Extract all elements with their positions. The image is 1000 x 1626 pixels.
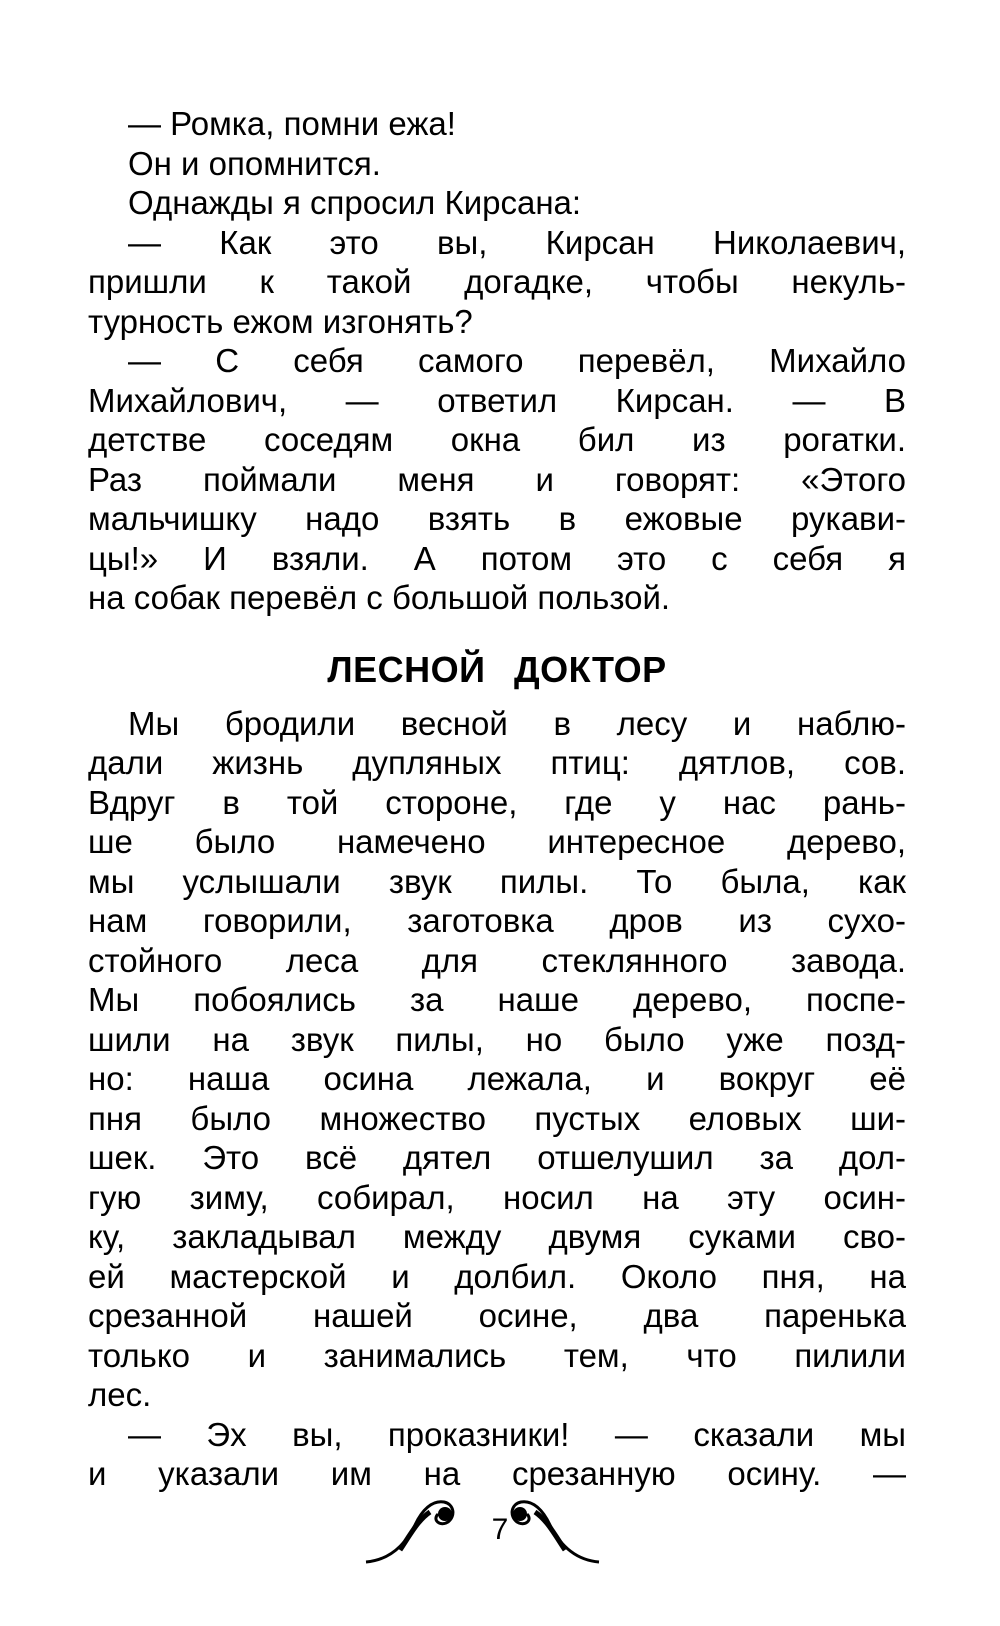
text-line: Раз поймали меня и говорят: «Этого	[88, 460, 906, 498]
text-line: — С себя самого перевёл, Михайло	[128, 342, 906, 379]
chapter-heading: ЛЕСНОЙ ДОКТОР	[327, 648, 667, 690]
text-line: только и занимались тем, что пилили	[88, 1336, 906, 1374]
text-line: на собак перевёл с большой пользой.	[88, 579, 671, 616]
text-line: и указали им на срезанную осину. —	[88, 1455, 906, 1492]
story-ending-block	[88, 104, 906, 618]
text-line: мальчишку надо взять в ежовые рукави-	[88, 500, 906, 537]
chapter-body-block	[88, 704, 906, 1494]
text-line: гую зиму, собирал, носил на эту осин-	[88, 1178, 906, 1216]
text-line: Однажды я спросил Кирсана:	[128, 184, 582, 221]
text-line: детстве соседям окна бил из рогатки.	[88, 421, 906, 458]
text-line: Мы бродили весной в лесу и наблю-	[128, 704, 906, 742]
text-line: Мы побоялись за наше дерево, поспе-	[88, 981, 906, 1018]
text-line: шили на звук пилы, но было уже позд-	[88, 1020, 906, 1058]
text-line: турность ежом изгонять?	[88, 302, 473, 340]
text-line: лес.	[88, 1376, 152, 1413]
page-text	[88, 104, 906, 1494]
text-line: ей мастерской и долбил. Около пня, на	[88, 1257, 906, 1295]
text-line: — Как это вы, Кирсан Николаевич,	[128, 223, 906, 261]
text-line: ку, закладывал между двумя суками сво-	[88, 1218, 906, 1255]
text-line: нам говорили, заготовка дров из сухо-	[88, 902, 906, 939]
text-line: пришли к такой догадке, чтобы некуль-	[88, 263, 906, 300]
text-line: пня было множество пустых еловых ши-	[88, 1099, 906, 1137]
text-line: шек. Это всё дятел отшелушил за дол-	[88, 1139, 906, 1176]
text-line: ше было намечено интересное дерево,	[88, 823, 906, 860]
page-number: 7	[491, 1513, 509, 1546]
text-line: — Эх вы, проказники! — сказали мы	[128, 1415, 906, 1453]
text-line: Михайлович, — ответил Кирсан. — В	[88, 381, 906, 419]
text-line: но: наша осина лежала, и вокруг её	[88, 1060, 906, 1097]
text-line: Вдруг в той стороне, где у нас рань-	[88, 783, 906, 821]
text-line: мы услышали звук пилы. То была, как	[88, 862, 906, 900]
text-line: цы!» И взяли. А потом это с себя я	[88, 539, 906, 577]
text-line: Он и опомнится.	[128, 144, 381, 182]
text-line: дали жизнь дупляных птиц: дятлов, сов.	[88, 744, 906, 781]
text-line: срезанной нашей осине, два паренька	[88, 1297, 906, 1334]
text-line: — Ромка, помни ежа!	[128, 105, 456, 142]
text-line: стойного леса для стеклянного завода.	[88, 941, 906, 979]
